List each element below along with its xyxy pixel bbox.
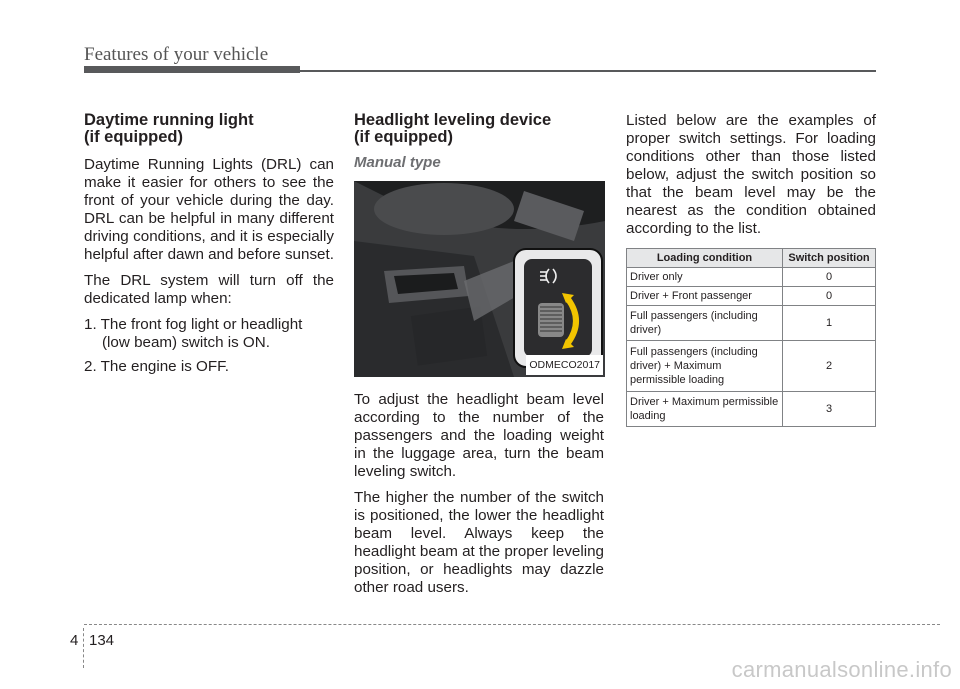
drl-list-item-2: 2. The engine is OFF. — [84, 358, 229, 375]
table-cell-condition: Driver + Maximum permissible loading — [627, 392, 783, 427]
table-cell-condition: Full passengers (including driver) + Maximum permissible loading — [627, 341, 783, 392]
table-row — [627, 306, 876, 341]
table-row — [627, 287, 876, 306]
leveling-heading-line2: (if equipped) — [354, 128, 453, 146]
settings-paragraph: Listed below are the examples of proper switch settings. For loading conditions other than those listed below, adjust the switch position so that the beam level may be the nearest as the condition obtained according to the list. — [626, 112, 876, 237]
manual-type-subheading: Manual type — [354, 154, 441, 171]
figure-code-label: ODMECO2017 — [526, 355, 603, 375]
table-row — [627, 341, 876, 392]
table-row — [627, 392, 876, 427]
page-number: 134 — [89, 632, 115, 649]
chapter-number: 4 — [70, 632, 79, 649]
site-watermark: carmanualsonline.info — [731, 657, 952, 682]
drl-paragraph-2: The DRL system will turn off the dedicated lamp when: — [84, 272, 334, 307]
table-header-condition: Loading condition — [627, 249, 783, 268]
table-cell-position: 3 — [783, 392, 876, 427]
column-headlight-leveling — [354, 112, 604, 605]
table-header-row — [627, 249, 876, 268]
leveling-switch-figure — [354, 181, 605, 377]
table-row — [627, 268, 876, 287]
drl-heading — [84, 112, 334, 146]
drl-heading-line2: (if equipped) — [84, 128, 183, 146]
leveling-paragraph-1: To adjust the headlight beam level according to the number of the passengers and the loading weight in the luggage area, turn the beam leveling switch. — [354, 391, 604, 480]
table-cell-position: 0 — [783, 268, 876, 287]
page-header-title: Features of your vehicle — [84, 44, 269, 65]
table-cell-position: 0 — [783, 287, 876, 306]
footer-rule — [84, 624, 940, 625]
switch-position-table — [626, 248, 876, 427]
table-cell-condition: Full passengers (including driver) — [627, 306, 783, 341]
drl-heading-line1: Daytime running light — [84, 111, 254, 129]
footer-divider — [83, 628, 84, 668]
leveling-heading-line1: Headlight leveling device — [354, 111, 552, 129]
header-rule-thick — [84, 66, 300, 73]
drl-list-item-1: 1. The front fog light or headlight (low beam) switch is ON. — [84, 316, 303, 351]
table-header-position: Switch position — [783, 249, 876, 268]
header-rule-thin — [300, 70, 876, 72]
table-cell-condition: Driver + Front passenger — [627, 287, 783, 306]
table-cell-condition: Driver only — [627, 268, 783, 287]
column-switch-settings — [626, 112, 876, 427]
dashboard-illustration — [354, 181, 605, 377]
drl-paragraph-1: Daytime Running Lights (DRL) can make it easier for others to see the front of your vehicle during the day. DRL can be helpful in many different driving conditions, and it is especially helpful after dawn and before sunset. — [84, 156, 334, 263]
leveling-paragraph-2: The higher the number of the switch is positioned, the lower the headlight beam level. Always keep the headlight beam at the proper leveling position, or headlights may dazzle other road users. — [354, 489, 604, 596]
table-cell-position: 2 — [783, 341, 876, 392]
column-drl — [84, 112, 334, 382]
table-cell-position: 1 — [783, 306, 876, 341]
leveling-heading — [354, 112, 604, 146]
